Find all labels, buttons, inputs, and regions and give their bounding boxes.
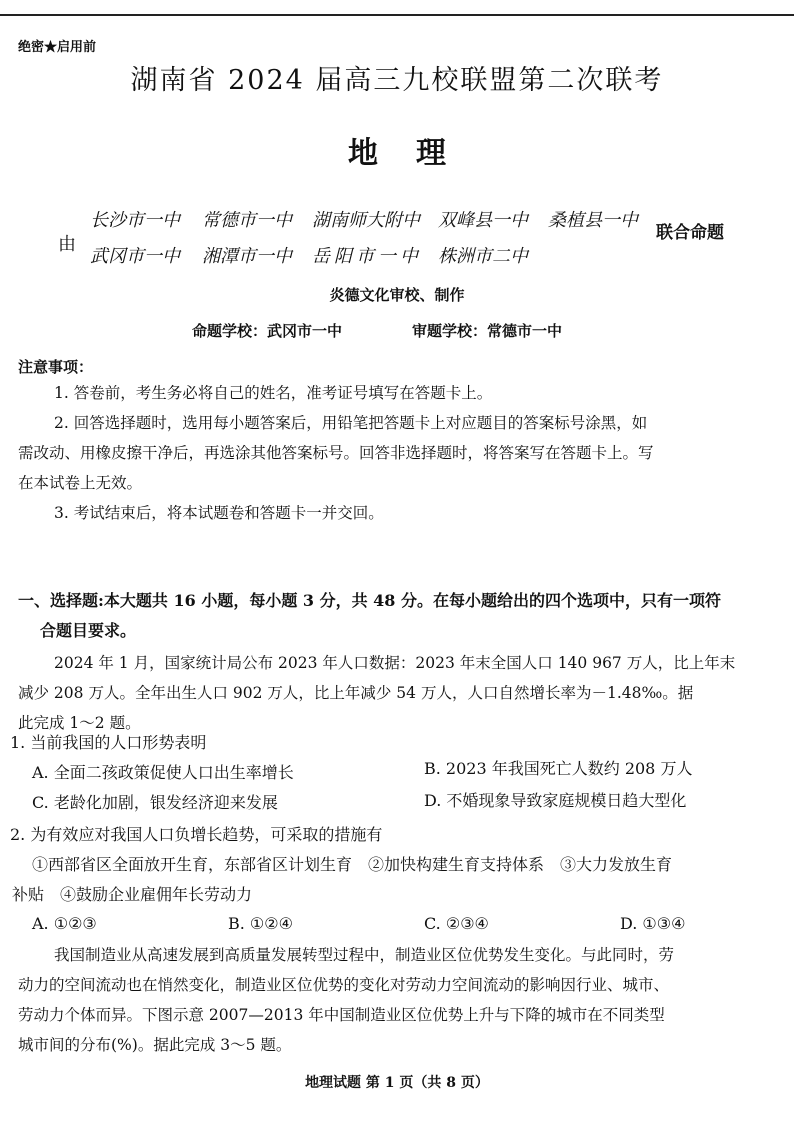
q1-option-c: C. 老龄化加剧，银发经济迎来发展 [32,793,278,812]
school-name: 桑植县一中 [548,210,638,231]
material-1: 2024 年 1 月，国家统计局公布 2023 年人口数据：2023 年末全国人口 140 967 万人，比上年末 减少 208 万人。全年出生人口 902 万人，比上年减少 54 万人，人口自然增长率为－1.48‰。据 此完成 1～2 题。 [18,654,736,732]
school-name: 长沙市一中 [90,210,180,231]
exam-title: 湖南省 2024 届高三九校联盟第二次联考 [130,65,664,96]
setter-line: 命题学校：武冈市一中 [192,322,343,340]
notes-heading: 注意事项： [18,358,94,376]
school-name: 岳阳市一中 [312,246,422,267]
q2-option-d: D. ①③④ [620,914,686,933]
reviewer-line: 审题学校：常德市一中 [412,322,563,340]
joint-label: 联合命题 [656,223,724,243]
question-2-stem: 2. 为有效应对我国人口负增长趋势，可采取的措施有 [10,825,383,844]
note-item: 3. 考试结束后，将本试题卷和答题卡一并交回。 [54,504,384,522]
q2-option-b: B. ①②④ [228,914,293,933]
notes-list [18,378,776,528]
section-title: 一、选择题:本大题共 16 小题，每小题 3 分，共 48 分。在每小题给出的四个选项中，只有一项符 合题目要求。 [18,591,721,640]
q2-option-c: C. ②③④ [424,914,489,933]
material-2: 我国制造业从高速发展到高质量发展转型过程中，制造业区位优势发生变化。与此同时，劳 动力的空间流动也在悄然变化，制造业区位优势的变化对劳动力空间流动的影响因行业、城市、 劳动力个体而异。下图示意 2007—2013 年中国制造业区位优势上升与下降的城市在不同类型 城市间的分布(%)。据此完成 3～5 题。 [18,946,675,1054]
by-label: 由 [58,234,76,255]
school-name: 双峰县一中 [438,210,528,231]
page-footer: 地理试题 第 1 页（共 8 页） [305,1075,489,1091]
producer-line: 炎德文化审校、制作 [329,286,465,304]
q2-statements-line2: 补贴 ④鼓励企业雇佣年长劳动力 [12,885,253,904]
note-item: 需改动、用橡皮擦干净后，再选涂其他答案标号。回答非选择题时，将答案写在答题卡上。写 [18,444,654,462]
subject-title: 地理 [348,136,484,171]
school-name: 株洲市二中 [438,246,528,267]
note-item: 在本试卷上无效。 [18,474,143,492]
q1-option-a: A. 全面二孩政策促使人口出生率增长 [32,763,294,782]
note-item: 1. 答卷前，考生务必将自己的姓名，准考证号填写在答题卡上。 [54,384,493,402]
top-rule [0,14,794,16]
q1-option-d: D. 不婚现象导致家庭规模日趋大型化 [424,791,687,810]
q2-option-a: A. ①②③ [32,914,97,933]
q2-statements-line1: ①西部省区全面放开生育，东部省区计划生育 ②加快构建生育支持体系 ③大力发放生育 [32,855,673,874]
school-name: 常德市一中 [202,210,292,231]
note-item: 2. 回答选择题时，选用每小题答案后，用铅笔把答题卡上对应题目的答案标号涂黑，如 [54,414,648,432]
school-name: 湖南师大附中 [312,210,420,231]
school-name: 湘潭市一中 [202,246,292,267]
question-1-stem: 1. 当前我国的人口形势表明 [10,733,207,752]
school-name: 武冈市一中 [90,246,180,267]
q1-option-b: B. 2023 年我国死亡人数约 208 万人 [424,759,693,778]
secret-label: 绝密★启用前 [18,40,97,55]
